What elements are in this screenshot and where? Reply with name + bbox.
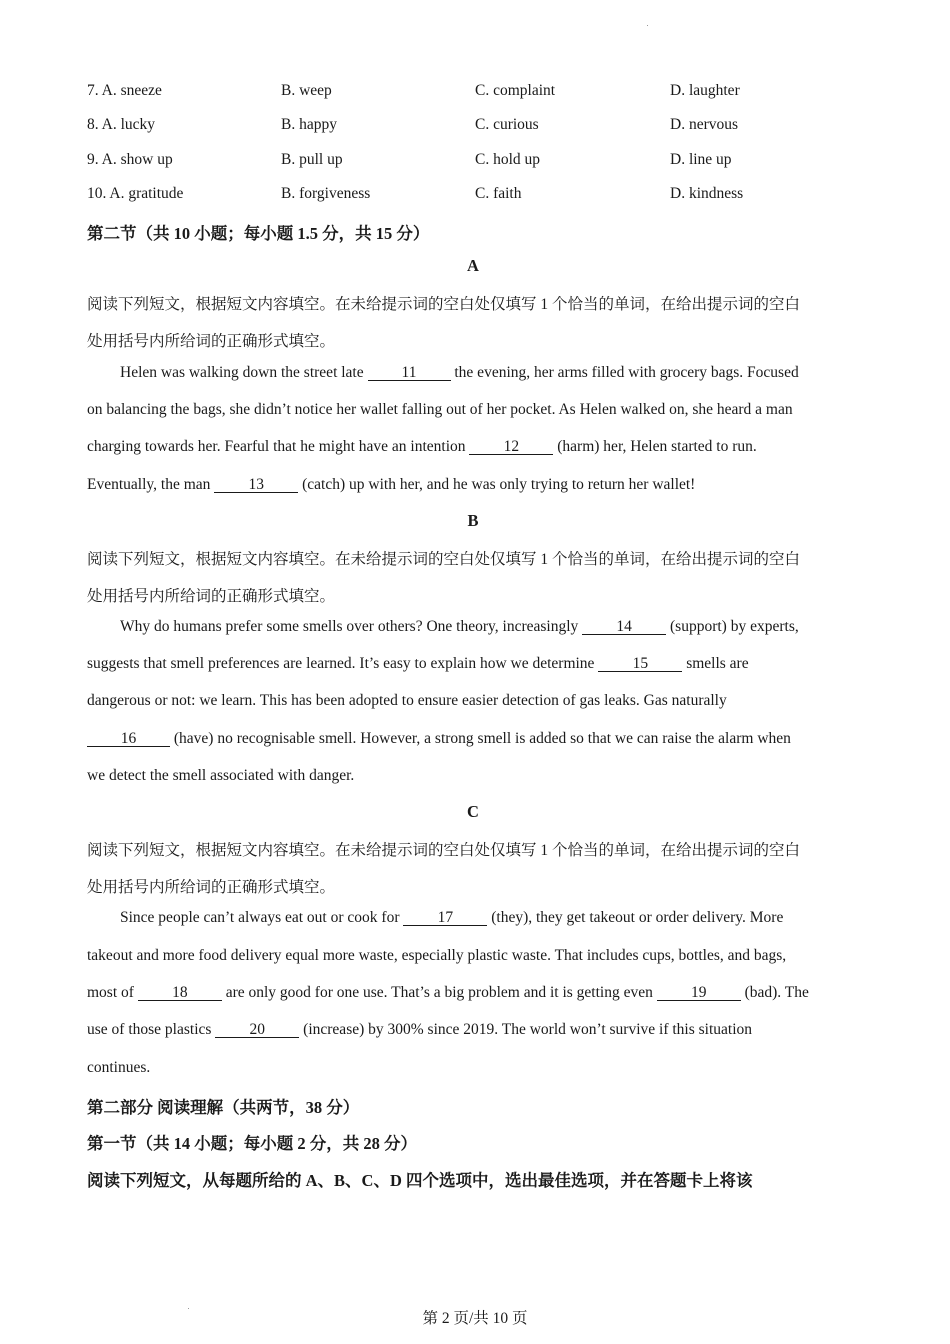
passage-b-line3: dangerous or not: we learn. This has been adopted to ensure easier detection of gas leaks. Gas naturally bbox=[87, 692, 727, 709]
text: Since people can’t always eat out or cook for bbox=[120, 909, 404, 926]
passage-c-line2: takeout and more food delivery equal more waste, especially plastic waste. That includes cups, bottles, and bags, bbox=[87, 947, 787, 964]
text: (support) by experts, bbox=[666, 618, 799, 635]
text: are only good for one use. That’s a big problem and it is getting even bbox=[221, 984, 657, 1001]
option-7b[interactable]: B. weep bbox=[281, 82, 332, 99]
option-9c[interactable]: C. hold up bbox=[475, 151, 541, 168]
text: (increase) by 300% since 2019. The world won’t survive if this situation bbox=[299, 1021, 753, 1038]
section-2-heading: 第二节（共 10 小题；每小题 1.5 分，共 15 分） bbox=[87, 224, 430, 243]
option-9d[interactable]: D. line up bbox=[670, 151, 732, 168]
blank-17[interactable]: 17 bbox=[403, 910, 487, 926]
option-9b[interactable]: B. pull up bbox=[281, 151, 343, 168]
option-7a[interactable]: 7. A. sneeze bbox=[87, 82, 162, 99]
option-10b[interactable]: B. forgiveness bbox=[281, 185, 371, 202]
text: Helen was walking down the street late bbox=[120, 364, 368, 381]
text: (catch) up with her, and he was only trying to return her wallet! bbox=[298, 476, 696, 493]
passage-a-line1 bbox=[120, 364, 799, 382]
instruction-b-line2: 处用括号内所给词的正确形式填空。 bbox=[87, 588, 336, 605]
blank-13[interactable]: 13 bbox=[214, 477, 298, 493]
passage-c-line5: continues. bbox=[87, 1059, 151, 1076]
text: suggests that smell preferences are learned. It’s easy to explain how we determine bbox=[87, 655, 599, 672]
option-9a[interactable]: 9. A. show up bbox=[87, 151, 173, 168]
blank-15[interactable]: 15 bbox=[598, 656, 682, 672]
passage-a-label: A bbox=[467, 256, 479, 275]
blank-14[interactable]: 14 bbox=[582, 619, 666, 635]
passage-b-line1 bbox=[120, 618, 799, 636]
part-2-section-1-heading: 第一节（共 14 小题；每小题 2 分，共 28 分） bbox=[87, 1134, 417, 1153]
passage-c-line4 bbox=[87, 1021, 752, 1039]
text: Eventually, the man bbox=[87, 476, 215, 493]
text: charging towards her. Fearful that he might have an intention bbox=[87, 438, 470, 455]
text: (bad). The bbox=[740, 984, 809, 1001]
page-footer: 第 2 页/共 10 页 bbox=[422, 1310, 528, 1327]
blank-11[interactable]: 11 bbox=[368, 365, 451, 381]
instruction-c-line2: 处用括号内所给词的正确形式填空。 bbox=[87, 879, 336, 896]
text: the evening, her arms filled with grocery bags. Focused bbox=[450, 364, 799, 381]
scan-dot bbox=[647, 25, 648, 26]
question-9-options bbox=[87, 151, 859, 171]
option-10c[interactable]: C. faith bbox=[475, 185, 522, 202]
passage-a-line2: on balancing the bags, she didn’t notice her wallet falling out of her pocket. As Helen walked on, she heard a man bbox=[87, 401, 793, 418]
instruction-a-line2: 处用括号内所给词的正确形式填空。 bbox=[87, 333, 336, 350]
passage-b-line5: we detect the smell associated with danger. bbox=[87, 767, 355, 784]
option-10d[interactable]: D. kindness bbox=[670, 185, 744, 202]
instruction-c-line1: 阅读下列短文，根据短文内容填空。在未给提示词的空白处仅填写 1 个恰当的单词，在给出提示词的空白 bbox=[87, 842, 801, 859]
passage-b-line4 bbox=[87, 730, 791, 748]
text: smells are bbox=[682, 655, 749, 672]
text: (have) no recognisable smell. However, a strong smell is added so that we can raise the alarm when bbox=[170, 730, 791, 747]
option-7c[interactable]: C. complaint bbox=[475, 82, 556, 99]
question-10-options bbox=[87, 185, 859, 205]
text: Why do humans prefer some smells over others? One theory, increasingly bbox=[120, 618, 583, 635]
option-7d[interactable]: D. laughter bbox=[670, 82, 740, 99]
option-8d[interactable]: D. nervous bbox=[670, 116, 739, 133]
passage-c-line3 bbox=[87, 984, 809, 1002]
passage-c-label: C bbox=[467, 802, 479, 821]
blank-16[interactable]: 16 bbox=[87, 731, 170, 747]
blank-20[interactable]: 20 bbox=[215, 1022, 299, 1038]
option-8a[interactable]: 8. A. lucky bbox=[87, 116, 156, 133]
text: most of bbox=[87, 984, 138, 1001]
option-10a[interactable]: 10. A. gratitude bbox=[87, 185, 184, 202]
text: use of those plastics bbox=[87, 1021, 216, 1038]
passage-a-line4 bbox=[87, 476, 695, 494]
option-8c[interactable]: C. curious bbox=[475, 116, 539, 133]
passage-b-label: B bbox=[467, 511, 479, 530]
option-8b[interactable]: B. happy bbox=[281, 116, 337, 133]
part-2-heading: 第二部分 阅读理解（共两节，38 分） bbox=[87, 1098, 360, 1117]
text: (they), they get takeout or order delivery. More bbox=[487, 909, 784, 926]
blank-18[interactable]: 18 bbox=[138, 985, 222, 1001]
question-8-options bbox=[87, 116, 859, 136]
instruction-a-line1: 阅读下列短文，根据短文内容填空。在未给提示词的空白处仅填写 1 个恰当的单词，在给出提示词的空白 bbox=[87, 296, 801, 313]
text: (harm) her, Helen started to run. bbox=[553, 438, 757, 455]
passage-c-line1 bbox=[120, 909, 783, 927]
question-7-options bbox=[87, 82, 859, 102]
blank-12[interactable]: 12 bbox=[469, 439, 553, 455]
passage-a-line3 bbox=[87, 438, 757, 456]
passage-b-line2 bbox=[87, 655, 749, 673]
instruction-b-line1: 阅读下列短文，根据短文内容填空。在未给提示词的空白处仅填写 1 个恰当的单词，在给出提示词的空白 bbox=[87, 551, 801, 568]
blank-19[interactable]: 19 bbox=[657, 985, 741, 1001]
part-2-instruction: 阅读下列短文，从每题所给的 A、B、C、D 四个选项中，选出最佳选项，并在答题卡上将该 bbox=[87, 1171, 753, 1190]
